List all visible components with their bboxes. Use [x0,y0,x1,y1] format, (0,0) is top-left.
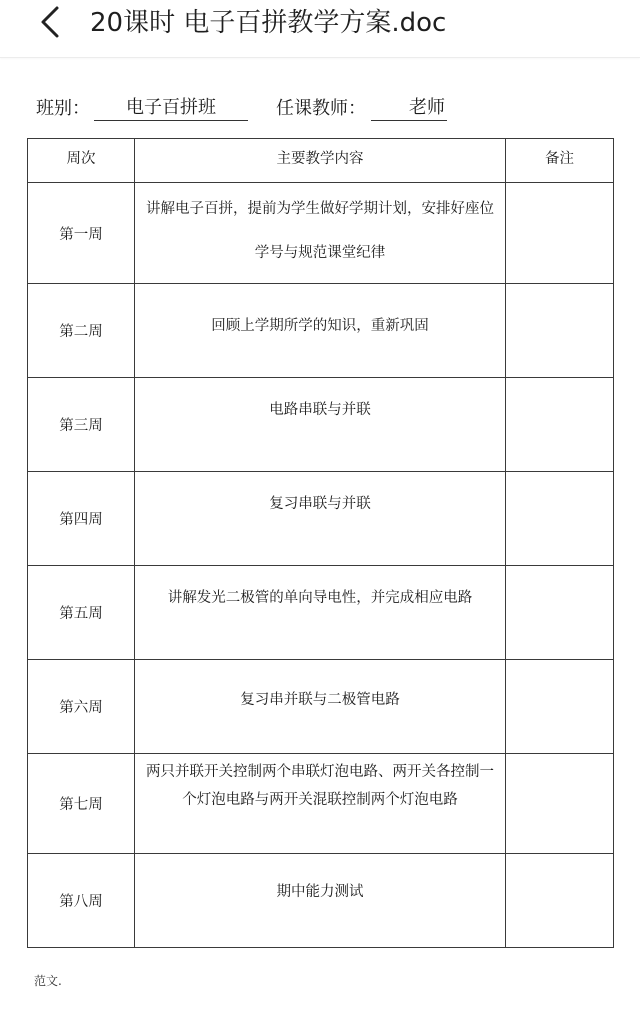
content-cell: 复习串并联与二极管电路 [135,660,506,754]
content-cell: 期中能力测试 [135,854,506,948]
content-cell: 讲解发光二极管的单向导电性，并完成相应电路 [135,566,506,660]
week-cell: 第四周 [28,472,135,566]
header-note: 备注 [506,139,614,183]
note-cell [506,472,614,566]
table-header-row [28,139,614,183]
note-cell [506,566,614,660]
table-row [28,378,614,472]
content-cell: 回顾上学期所学的知识，重新巩固 [135,284,506,378]
back-button[interactable] [30,4,70,44]
table-row [28,284,614,378]
table-row [28,754,614,854]
content-cell: 复习串联与并联 [135,472,506,566]
content-cell: 讲解电子百拼，提前为学生做好学期计划，安排好座位学号与规范课堂纪律 [135,183,506,284]
document-title: 20课时 电子百拼教学方案.doc [90,8,447,38]
table-row [28,472,614,566]
chevron-left-icon [30,4,70,44]
week-cell: 第六周 [28,660,135,754]
note-cell [506,284,614,378]
teacher-label: 任课教师： [276,98,366,119]
note-cell [506,854,614,948]
note-cell [506,183,614,284]
top-bar [0,0,640,58]
note-cell [506,378,614,472]
table-row [28,183,614,284]
teaching-plan-table [27,138,614,948]
class-label: 班别： [36,98,90,119]
footnote: 范文. [34,974,62,988]
week-cell: 第二周 [28,284,135,378]
table-row [28,566,614,660]
note-cell [506,660,614,754]
table-row [28,854,614,948]
week-cell: 第一周 [28,183,135,284]
week-cell: 第七周 [28,754,135,854]
note-cell [506,754,614,854]
week-cell: 第八周 [28,854,135,948]
header-week: 周次 [28,139,135,183]
week-cell: 第三周 [28,378,135,472]
header-content: 主要教学内容 [135,139,506,183]
teacher-value: 老师 [371,96,447,121]
table-row [28,660,614,754]
content-cell: 电路串联与并联 [135,378,506,472]
content-cell: 两只并联开关控制两个串联灯泡电路、两开关各控制一个灯泡电路与两开关混联控制两个灯泡电路 [135,754,506,854]
week-cell: 第五周 [28,566,135,660]
class-value: 电子百拼班 [94,96,248,121]
